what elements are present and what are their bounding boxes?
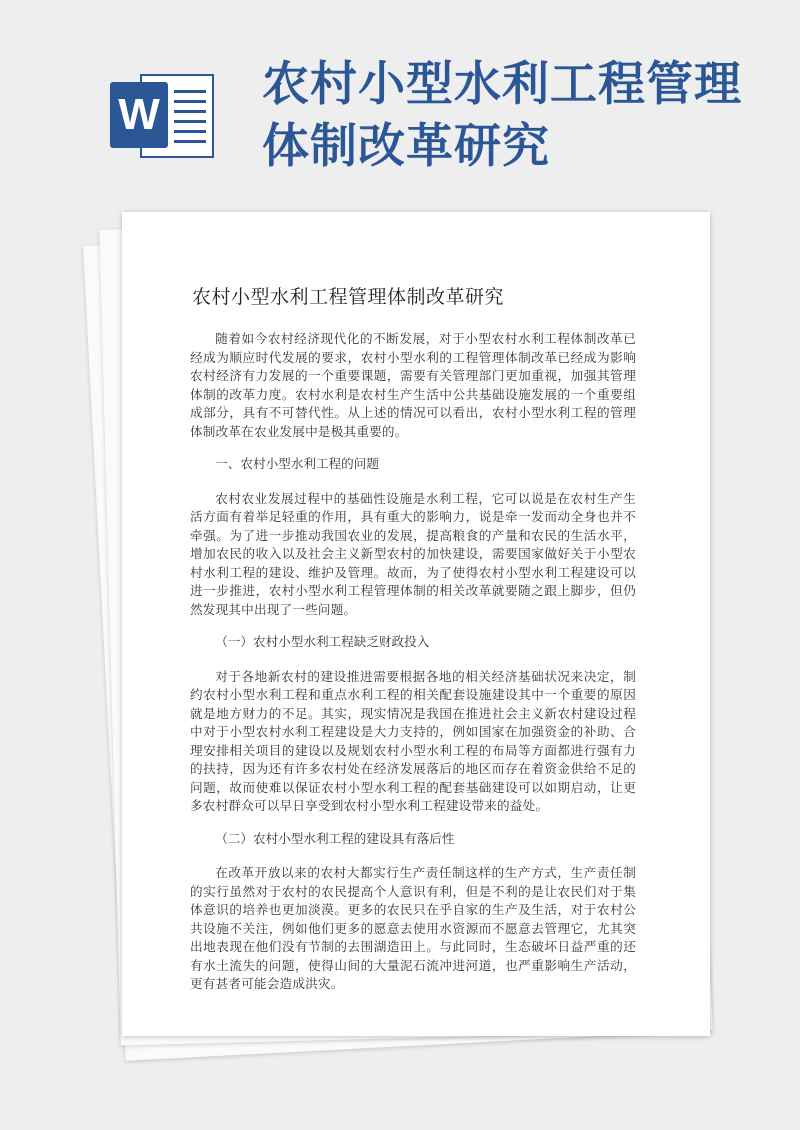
banner xyxy=(0,0,800,200)
section-1-paragraph: 农村农业发展过程中的基础性设施是水利工程，它可以说是在农村生产生活方面有着举足轻重的作用，具有重大的影响力，说是牵一发而动全身也并不牵强。为了进一步推动我国农业的发展，提高粮食的产量和农民的生活水平，增加农民的收入以及社会主义新型农村的加快建设，需要国家做好关于小型农村水利工程的建设、维护及管理。故而，为了使得农村小型水利工程建设可以进一步推进，农村小型水利工程管理体制的相关改革就要随之跟上脚步，但仍然发现其中出现了一些问题。 xyxy=(190,490,636,617)
subsection-heading-2: （二）农村小型水利工程的建设具有落后性 xyxy=(215,830,455,846)
word-badge: W xyxy=(110,82,168,148)
subsection-1-paragraph: 对于各地新农村的建设推进需要根据各地的相关经济基础状况来决定，制约农村小型水利工程和重点水利工程的相关配套设施建设其中一个重要的原因就是地方财力的不足。其实，现实情况是我国在推进社会主义新农村建设过程中对于小型农村水利工程建设是大力支持的，例如国家在加强资金的补助、合理安排相关项目的建设以及规划农村小型水利工程的布局等方面都进行强有力的扶持，因为还有许多农村处在经济发展落后的地区而存在着资金供给不足的问题，故而使难以保证农村小型水利工程的配套基础建设可以如期启动，让更多农村群众可以早日享受到农村小型水利工程建设带来的益处。 xyxy=(190,668,636,813)
section-heading-1: 一、农村小型水利工程的问题 xyxy=(215,456,379,471)
word-icon xyxy=(110,62,214,166)
subsection-2-paragraph: 在改革开放以来的农村大都实行生产责任制这样的生产方式，生产责任制的实行虽然对于农村的农民提高个人意识有利，但是不利的是让农民们对于集体意识的培养也更加淡漠。更多的农民只在乎自家的生产及生活，对于农村公共设施不关注，例如他们更多的愿意去使用水资源而不愿意去管理它，尤其突出地表现在他们没有节制的去围湖造田上。与此同时，生态破坏日益严重的还有水土流失的问题，使得山间的大量泥石流冲进河道，也严重影响生产活动，更有甚者可能会造成洪灾。 xyxy=(190,865,636,991)
intro-paragraph: 随着如今农村经济现代化的不断发展，对于小型农村水利工程体制改革已经成为顺应时代发展的要求，农村小型水利的工程管理体制改革已经成为影响农村经济有力发展的一个重要课题，需要有关管理部门更加重视，加强其管理体制的改革力度。农村水利是农村生产生活中公共基础设施发展的一个重要组成部分，具有不可替代性。从上述的情况可以看出，农村小型水利工程的管理体制改革在农业发展中是极其重要的。 xyxy=(190,331,636,439)
document-page xyxy=(122,212,710,1036)
banner-title: 农村小型水利工程管理体制改革研究 xyxy=(262,57,742,174)
document-title: 农村小型水利工程管理体制改革研究 xyxy=(192,286,505,308)
document-body xyxy=(190,330,636,994)
subsection-heading-1: （一）农村小型水利工程缺乏财政投入 xyxy=(215,634,430,649)
